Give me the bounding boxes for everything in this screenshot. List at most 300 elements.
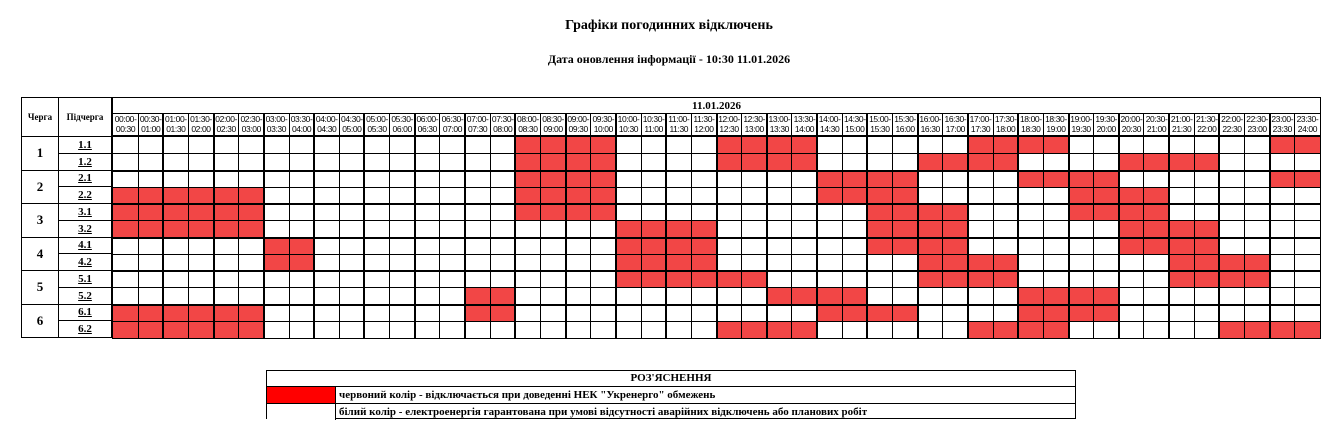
time-slot-start: 19:30- (1095, 114, 1118, 124)
time-slot-end: 13:30 (769, 124, 789, 134)
time-slot-label (742, 114, 767, 135)
subqueue-link-5-1[interactable]: 5.1 (78, 272, 92, 285)
grid-row-line (113, 203, 1320, 205)
time-slot-start: 13:30- (793, 114, 816, 124)
time-slot-label (490, 114, 515, 135)
outage-cell-2-2-slot-17 (540, 187, 565, 204)
legend-red-text: червоний колір - відключається при доведенні НЕК "Укренерго" обмежень (339, 389, 716, 401)
outage-cell-6-2-slot-0 (113, 321, 138, 338)
time-slot-label (918, 114, 943, 135)
time-slot-end: 06:30 (417, 124, 437, 134)
time-slot-label (993, 114, 1018, 135)
outage-cell-3-1-slot-40 (1119, 204, 1144, 221)
time-slot-label (390, 114, 415, 135)
outage-cell-5-2-slot-27 (792, 288, 817, 305)
outage-cell-1-2-slot-41 (1144, 154, 1169, 171)
time-slot-label (1169, 114, 1194, 135)
outage-cell-4-2-slot-43 (1194, 254, 1219, 271)
time-slot-end: 17:30 (970, 124, 991, 134)
outage-cell-5-2-slot-36 (1018, 288, 1043, 305)
outage-cell-6-2-slot-24 (717, 321, 742, 338)
time-slot-end: 05:00 (342, 124, 362, 134)
time-slot-label (188, 114, 213, 135)
outage-cell-3-1-slot-0 (113, 204, 138, 221)
time-slot-end: 20:30 (1121, 124, 1142, 134)
outage-cell-1-2-slot-34 (968, 154, 993, 171)
outage-cell-3-2-slot-42 (1169, 221, 1194, 238)
outage-cell-2-2-slot-4 (214, 187, 239, 204)
outage-cell-1-2-slot-43 (1194, 154, 1219, 171)
time-slot-label (817, 114, 842, 135)
legend-white-swatch (267, 404, 336, 420)
time-slot-start: 12:30- (743, 114, 766, 124)
outage-cell-3-2-slot-31 (893, 221, 918, 238)
time-slot-start: 07:30- (491, 114, 514, 124)
subqueue-link-2-2[interactable]: 2.2 (78, 189, 92, 202)
time-slot-start: 08:00- (517, 114, 539, 124)
outage-cell-4-2-slot-33 (943, 254, 968, 271)
legend-title: РОЗ'ЯСНЕННЯ (267, 371, 1075, 387)
outage-cell-3-2-slot-23 (691, 221, 716, 238)
outage-cell-3-1-slot-17 (540, 204, 565, 221)
outage-cell-1-1-slot-36 (1018, 137, 1043, 154)
time-slot-label (691, 114, 716, 135)
outage-cell-3-1-slot-39 (1094, 204, 1119, 221)
outage-cell-1-2-slot-35 (993, 154, 1018, 171)
outage-cell-6-1-slot-36 (1018, 305, 1043, 322)
time-slot-label (289, 114, 314, 135)
outage-cell-3-2-slot-21 (641, 221, 666, 238)
schedule-grid (112, 97, 1321, 339)
outage-cell-6-2-slot-44 (1219, 321, 1244, 338)
time-slot-label (591, 114, 616, 135)
queue-labels-table (21, 97, 112, 338)
queue-number-3: 3 (22, 204, 59, 238)
outage-cell-5-1-slot-25 (742, 271, 767, 288)
outage-cell-1-1-slot-47 (1295, 137, 1320, 154)
time-slot-label (113, 114, 138, 135)
time-slot-start: 00:30- (139, 114, 162, 124)
update-date-subtitle: Дата оновлення інформації - 10:30 11.01.2026 (547, 52, 791, 66)
outage-cell-5-2-slot-14 (465, 288, 490, 305)
time-slot-end: 15:00 (845, 124, 865, 134)
time-slot-end: 09:30 (568, 124, 588, 134)
outage-cell-2-1-slot-16 (515, 171, 540, 188)
grid-row-line (113, 220, 1320, 221)
outage-cell-6-2-slot-35 (993, 321, 1018, 338)
outage-cell-2-1-slot-28 (817, 171, 842, 188)
subqueue-link-4-2[interactable]: 4.2 (78, 256, 92, 269)
time-slot-end: 04:00 (291, 124, 312, 134)
time-slot-start: 12:00- (718, 114, 740, 124)
outage-cell-6-1-slot-3 (188, 305, 213, 322)
time-slot-label (666, 114, 691, 135)
time-slot-end: 01:00 (141, 124, 161, 134)
time-slot-start: 04:30- (341, 114, 363, 124)
outage-cell-2-2-slot-39 (1094, 187, 1119, 204)
time-slot-start: 10:30- (642, 114, 665, 124)
time-slot-label (214, 114, 239, 135)
outage-cell-5-2-slot-29 (842, 288, 867, 305)
time-slot-end: 24:00 (1297, 124, 1318, 134)
outage-cell-2-2-slot-41 (1144, 187, 1169, 204)
time-slot-start: 18:30- (1045, 114, 1067, 124)
time-slot-end: 12:30 (719, 124, 739, 134)
subqueue-cell-2-2 (59, 187, 112, 204)
outage-cell-2-1-slot-37 (1043, 171, 1068, 188)
time-slot-end: 22:00 (1197, 124, 1217, 134)
outage-cell-1-1-slot-25 (742, 137, 767, 154)
time-slot-end: 00:30 (115, 124, 136, 134)
time-slot-end: 18:30 (1021, 124, 1041, 134)
time-slot-end: 02:30 (216, 124, 236, 134)
outage-cell-4-1-slot-32 (918, 238, 943, 255)
outage-cell-3-2-slot-30 (867, 221, 892, 238)
outage-cell-2-2-slot-18 (566, 187, 591, 204)
outage-cell-4-2-slot-42 (1169, 254, 1194, 271)
grid-row-line (113, 287, 1320, 288)
subqueue-link-3-1[interactable]: 3.1 (78, 205, 92, 218)
outage-cell-3-1-slot-31 (893, 204, 918, 221)
queue-number-1: 1 (22, 137, 59, 171)
outage-cell-2-1-slot-36 (1018, 171, 1043, 188)
outage-cell-6-1-slot-14 (465, 305, 490, 322)
outage-cell-3-1-slot-3 (188, 204, 213, 221)
time-slot-label (540, 114, 565, 135)
queue-number-5: 5 (22, 271, 59, 305)
time-slot-start: 04:00- (315, 114, 338, 124)
time-slot-label (1069, 114, 1094, 135)
time-slot-end: 21:30 (1172, 124, 1192, 134)
outage-cell-6-2-slot-2 (163, 321, 188, 338)
outage-cell-2-2-slot-1 (138, 187, 163, 204)
outage-cell-2-2-slot-28 (817, 187, 842, 204)
time-slot-start: 22:00- (1221, 114, 1243, 124)
time-slot-end: 17:00 (945, 124, 966, 134)
outage-cell-4-1-slot-7 (289, 238, 314, 255)
outage-cell-5-1-slot-45 (1245, 271, 1270, 288)
outage-cell-1-2-slot-27 (792, 154, 817, 171)
time-slot-end: 02:00 (191, 124, 211, 134)
outage-cell-5-1-slot-24 (717, 271, 742, 288)
subqueue-link-6-1[interactable]: 6.1 (78, 306, 92, 319)
outage-cell-2-2-slot-30 (867, 187, 892, 204)
time-slot-start: 17:00- (969, 114, 992, 124)
outage-cell-4-2-slot-35 (993, 254, 1018, 271)
outage-cell-2-1-slot-31 (893, 171, 918, 188)
time-slot-label (1245, 114, 1270, 135)
subqueue-cell-5-2 (59, 287, 112, 304)
subqueue-link-1-1[interactable]: 1.1 (78, 138, 92, 151)
outage-cell-1-1-slot-26 (767, 137, 792, 154)
time-slot-start: 00:00- (114, 114, 137, 124)
outage-cell-6-1-slot-4 (214, 305, 239, 322)
time-slot-label (1144, 114, 1169, 135)
outage-cell-5-1-slot-33 (943, 271, 968, 288)
outage-cell-4-1-slot-41 (1144, 238, 1169, 255)
time-slot-end: 05:30 (367, 124, 387, 134)
time-slot-start: 06:30- (441, 114, 464, 124)
time-slot-start: 11:00- (668, 114, 690, 124)
time-slot-label (842, 114, 867, 135)
outage-cell-4-2-slot-6 (264, 254, 289, 271)
grid-row-line (113, 304, 1320, 306)
outage-cell-5-1-slot-23 (691, 271, 716, 288)
outage-cell-6-1-slot-1 (138, 305, 163, 322)
time-slot-label (163, 114, 188, 135)
time-slot-start: 19:00- (1070, 114, 1092, 124)
grid-row-line (113, 237, 1320, 239)
outage-cell-6-2-slot-25 (742, 321, 767, 338)
outage-cell-5-1-slot-20 (616, 271, 641, 288)
time-slot-end: 20:00 (1096, 124, 1116, 134)
outage-cell-1-1-slot-18 (566, 137, 591, 154)
time-slot-label (867, 114, 892, 135)
outage-cell-6-1-slot-39 (1094, 305, 1119, 322)
subqueue-link-4-1[interactable]: 4.1 (78, 239, 92, 252)
subqueue-cell-2-1 (59, 170, 112, 187)
queue-number-4: 4 (22, 237, 59, 271)
outage-cell-3-2-slot-3 (188, 221, 213, 238)
time-slot-start: 10:00- (617, 114, 640, 124)
time-slot-label (339, 114, 364, 135)
time-slot-end: 23:30 (1272, 124, 1292, 134)
outage-cell-3-1-slot-33 (943, 204, 968, 221)
time-slot-end: 16:00 (895, 124, 915, 134)
outage-cell-3-1-slot-30 (867, 204, 892, 221)
time-slot-label (415, 114, 440, 135)
outage-cell-3-2-slot-33 (943, 221, 968, 238)
outage-cell-6-2-slot-3 (188, 321, 213, 338)
outage-cell-5-2-slot-26 (767, 288, 792, 305)
time-slot-start: 09:00- (567, 114, 590, 124)
outage-cell-4-2-slot-32 (918, 254, 943, 271)
outage-cell-5-2-slot-15 (490, 288, 515, 305)
outage-cell-6-1-slot-30 (867, 305, 892, 322)
outage-cell-3-2-slot-32 (918, 221, 943, 238)
time-slot-end: 14:00 (794, 124, 815, 134)
time-slot-start: 16:00- (919, 114, 942, 124)
subqueue-cell-6-2 (59, 321, 112, 338)
time-slot-label (440, 114, 465, 135)
time-slot-label (943, 114, 968, 135)
time-slot-label (641, 114, 666, 135)
outage-cell-2-2-slot-2 (163, 187, 188, 204)
time-slot-end: 19:30 (1071, 124, 1091, 134)
outage-cell-2-1-slot-47 (1295, 171, 1320, 188)
outage-cell-6-2-slot-27 (792, 321, 817, 338)
queue-column-header: Черга (22, 98, 59, 137)
subqueue-column-header: Підчерга (59, 98, 112, 137)
outage-cell-6-1-slot-5 (239, 305, 264, 322)
time-slot-start: 09:30- (592, 114, 615, 124)
time-slot-start: 05:30- (391, 114, 414, 124)
time-slot-label (264, 114, 289, 135)
time-slot-label (515, 114, 540, 135)
time-slot-start: 20:00- (1120, 114, 1143, 124)
time-slot-label (314, 114, 339, 135)
time-slot-start: 18:00- (1019, 114, 1042, 124)
time-slot-start: 14:00- (818, 114, 841, 124)
outage-cell-6-1-slot-38 (1069, 305, 1094, 322)
time-slot-end: 13:00 (744, 124, 764, 134)
time-slot-start: 22:30- (1246, 114, 1268, 124)
outage-cell-6-2-slot-5 (239, 321, 264, 338)
time-slot-end: 21:00 (1146, 124, 1167, 134)
legend-red-swatch (267, 387, 336, 403)
outage-cell-2-2-slot-40 (1119, 187, 1144, 204)
time-slot-start: 23:30- (1296, 114, 1319, 124)
outage-cell-4-1-slot-33 (943, 238, 968, 255)
outage-cell-2-1-slot-46 (1270, 171, 1295, 188)
outage-cell-4-1-slot-23 (691, 238, 716, 255)
grid-row-line (113, 254, 1320, 255)
time-slot-label (717, 114, 742, 135)
outage-cell-5-1-slot-44 (1219, 271, 1244, 288)
time-slot-end: 03:00 (241, 124, 261, 134)
outage-cell-1-2-slot-18 (566, 154, 591, 171)
legend-box (266, 370, 1076, 419)
outage-cell-4-2-slot-22 (666, 254, 691, 271)
subqueue-link-3-2[interactable]: 3.2 (78, 222, 92, 235)
outage-cell-1-1-slot-35 (993, 137, 1018, 154)
outage-cell-3-2-slot-40 (1119, 221, 1144, 238)
outage-cell-3-2-slot-2 (163, 221, 188, 238)
outage-cell-1-2-slot-32 (918, 154, 943, 171)
outage-cell-4-2-slot-7 (289, 254, 314, 271)
outage-cell-2-2-slot-19 (591, 187, 616, 204)
time-slot-end: 11:00 (644, 124, 663, 134)
time-slot-end: 09:00 (543, 124, 563, 134)
outage-cell-5-1-slot-43 (1194, 271, 1219, 288)
outage-cell-4-1-slot-40 (1119, 238, 1144, 255)
outage-cell-4-1-slot-6 (264, 238, 289, 255)
outage-cell-3-1-slot-19 (591, 204, 616, 221)
outage-cell-6-1-slot-15 (490, 305, 515, 322)
outage-cell-4-1-slot-22 (666, 238, 691, 255)
time-slot-end: 14:30 (820, 124, 840, 134)
time-slot-start: 06:00- (416, 114, 439, 124)
outage-cell-3-2-slot-0 (113, 221, 138, 238)
time-slot-start: 17:30- (994, 114, 1017, 124)
outage-cell-2-2-slot-31 (893, 187, 918, 204)
outage-cell-3-2-slot-20 (616, 221, 641, 238)
outage-cell-4-2-slot-34 (968, 254, 993, 271)
outage-cell-4-1-slot-42 (1169, 238, 1194, 255)
grid-row-line (113, 170, 1320, 172)
outage-cell-6-1-slot-31 (893, 305, 918, 322)
time-slot-end: 19:00 (1046, 124, 1066, 134)
outage-cell-3-1-slot-1 (138, 204, 163, 221)
outage-cell-3-1-slot-2 (163, 204, 188, 221)
subqueue-link-6-2[interactable]: 6.2 (78, 323, 92, 336)
outage-cell-3-1-slot-41 (1144, 204, 1169, 221)
outage-cell-6-1-slot-28 (817, 305, 842, 322)
outage-cell-2-2-slot-29 (842, 187, 867, 204)
time-slot-label (1219, 114, 1244, 135)
outage-cell-3-1-slot-4 (214, 204, 239, 221)
time-slot-label (1094, 114, 1119, 135)
outage-cell-2-2-slot-16 (515, 187, 540, 204)
outage-cell-1-2-slot-19 (591, 154, 616, 171)
outage-cell-3-2-slot-5 (239, 221, 264, 238)
subqueue-cell-1-1 (59, 137, 112, 154)
outage-cell-4-2-slot-20 (616, 254, 641, 271)
legend-row-power (267, 403, 1075, 420)
subqueue-cell-4-2 (59, 254, 112, 271)
outage-cell-1-1-slot-34 (968, 137, 993, 154)
outage-cell-3-2-slot-41 (1144, 221, 1169, 238)
time-slot-end: 18:00 (996, 124, 1016, 134)
subqueue-link-2-1[interactable]: 2.1 (78, 172, 92, 185)
outage-cell-6-2-slot-26 (767, 321, 792, 338)
time-slot-label (1194, 114, 1219, 135)
outage-cell-2-2-slot-38 (1069, 187, 1094, 204)
time-slot-start: 01:30- (190, 114, 212, 124)
outage-cell-2-1-slot-29 (842, 171, 867, 188)
outage-cell-1-2-slot-25 (742, 154, 767, 171)
outage-cell-2-1-slot-19 (591, 171, 616, 188)
outage-cell-2-1-slot-39 (1094, 171, 1119, 188)
outage-cell-1-1-slot-46 (1270, 137, 1295, 154)
outage-cell-4-1-slot-31 (893, 238, 918, 255)
time-slot-start: 20:30- (1145, 114, 1168, 124)
outage-cell-3-2-slot-43 (1194, 221, 1219, 238)
outage-cell-3-1-slot-18 (566, 204, 591, 221)
outage-cell-6-1-slot-2 (163, 305, 188, 322)
outage-cell-4-2-slot-44 (1219, 254, 1244, 271)
time-slot-start: 02:30- (240, 114, 263, 124)
time-slot-end: 10:30 (618, 124, 639, 134)
queue-number-2: 2 (22, 170, 59, 204)
outage-cell-6-2-slot-4 (214, 321, 239, 338)
time-slot-end: 06:00 (392, 124, 412, 134)
outage-cell-6-2-slot-37 (1043, 321, 1068, 338)
outage-cell-6-2-slot-46 (1270, 321, 1295, 338)
time-slot-label (1018, 114, 1043, 135)
outage-cell-6-1-slot-29 (842, 305, 867, 322)
time-slot-end: 03:30 (266, 124, 287, 134)
legend-white-text: білий колір - електроенергія гарантована при умові відсутності аварійних відключень або планових робіт (339, 406, 868, 418)
outage-cell-5-1-slot-42 (1169, 271, 1194, 288)
grid-row-line (113, 187, 1320, 188)
outage-cell-1-2-slot-24 (717, 154, 742, 171)
time-slot-start: 13:00- (768, 114, 791, 124)
subqueue-cell-1-2 (59, 153, 112, 170)
time-slot-start: 23:00- (1271, 114, 1294, 124)
time-slot-end: 12:00 (694, 124, 714, 134)
outage-cell-4-1-slot-21 (641, 238, 666, 255)
time-slot-label (239, 114, 264, 135)
outage-cell-1-1-slot-24 (717, 137, 742, 154)
grid-row-line (113, 270, 1320, 272)
outage-cell-5-1-slot-22 (666, 271, 691, 288)
outage-cell-3-1-slot-5 (239, 204, 264, 221)
subqueue-link-5-2[interactable]: 5.2 (78, 289, 92, 302)
outage-cell-1-1-slot-16 (515, 137, 540, 154)
time-slot-start: 21:00- (1170, 114, 1193, 124)
outage-cell-2-1-slot-38 (1069, 171, 1094, 188)
outage-cell-2-2-slot-0 (113, 187, 138, 204)
time-slot-label (364, 114, 389, 135)
outage-cell-1-1-slot-17 (540, 137, 565, 154)
time-slot-end: 04:30 (317, 124, 337, 134)
time-slot-start: 05:00- (366, 114, 388, 124)
outage-cell-6-2-slot-45 (1245, 321, 1270, 338)
subqueue-link-1-2[interactable]: 1.2 (78, 155, 92, 168)
time-slot-label (1270, 114, 1295, 135)
outage-cell-4-2-slot-21 (641, 254, 666, 271)
